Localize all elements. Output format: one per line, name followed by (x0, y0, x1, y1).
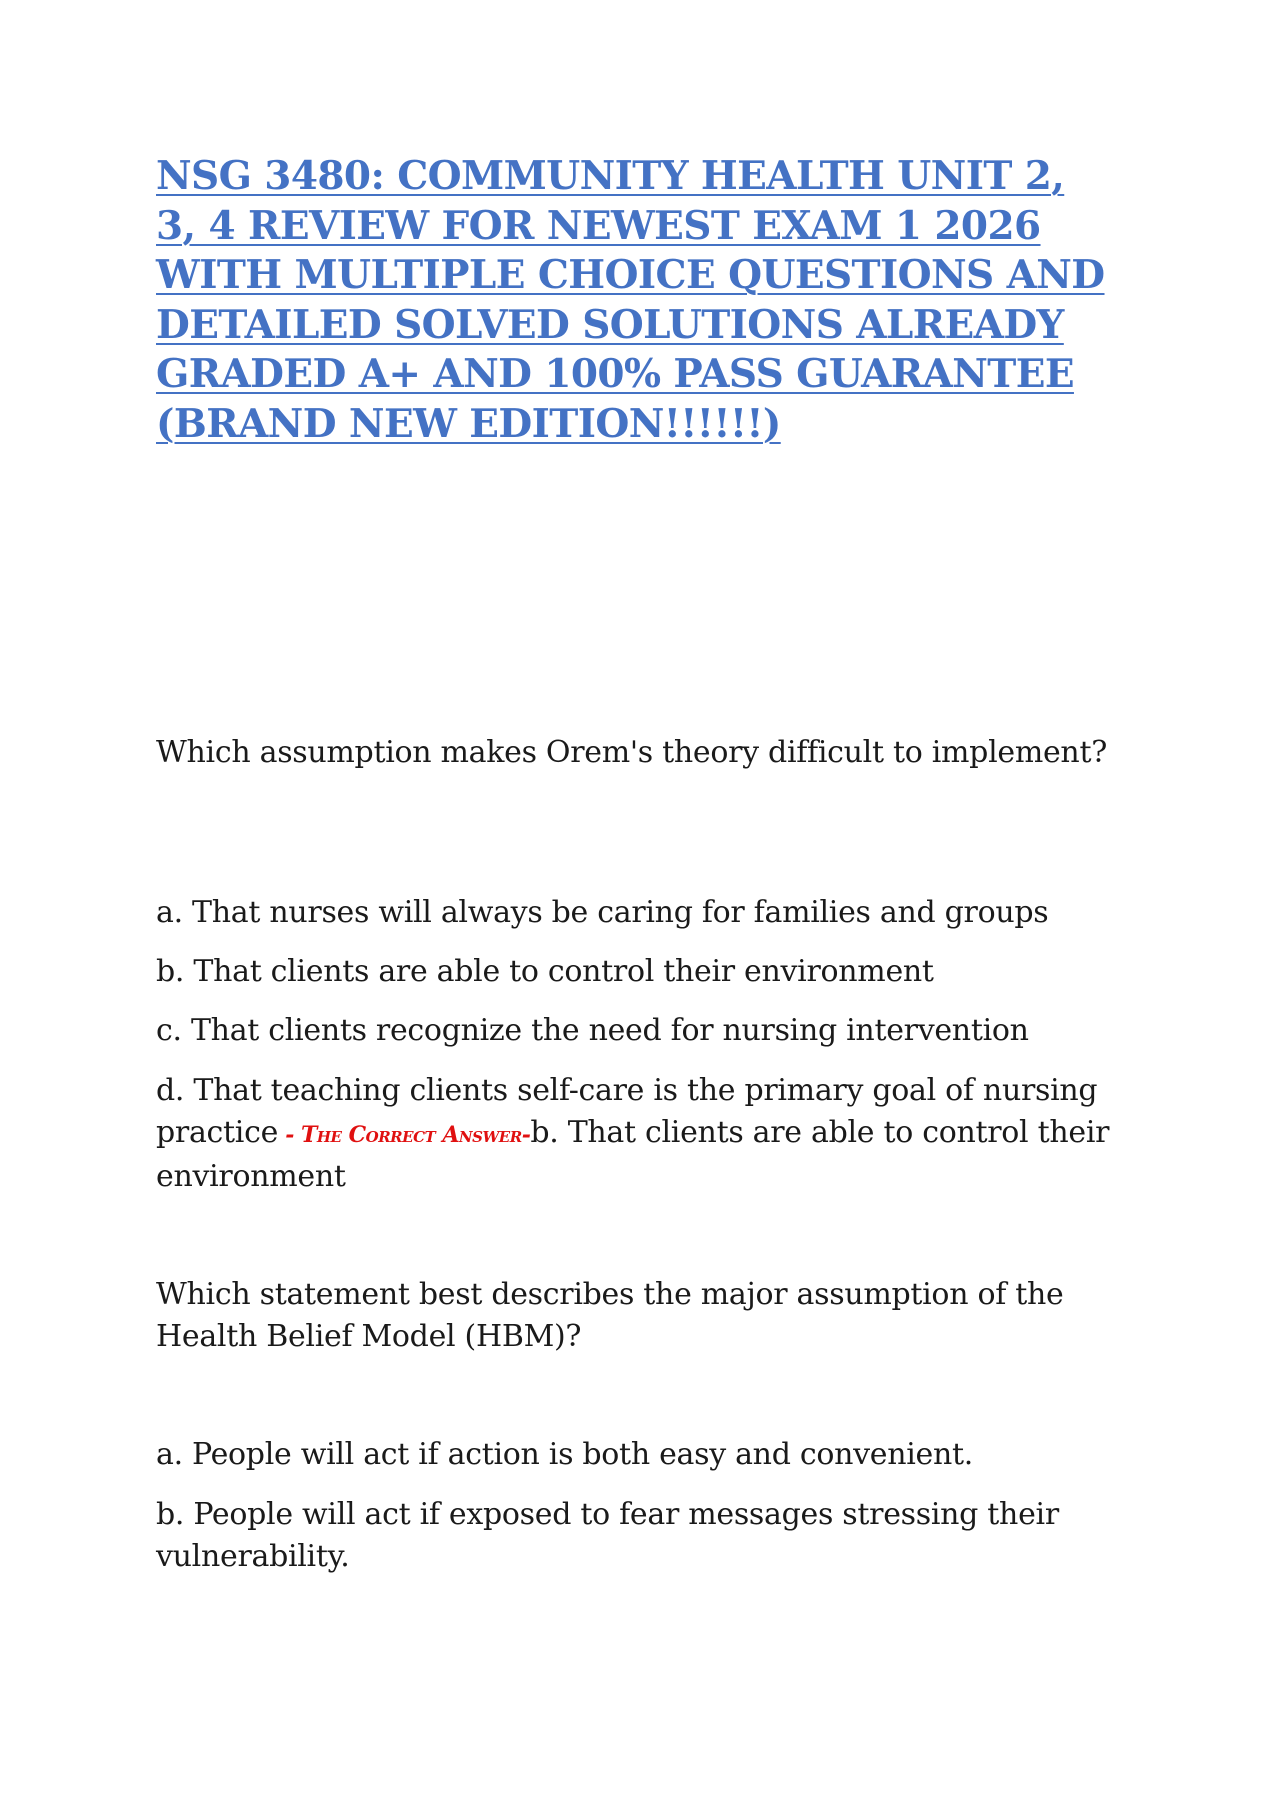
question-2-option-b: b. People will act if exposed to fear messages stressing their vulnerability. (156, 1497, 1059, 1574)
question-1-answer: b. That clients are able to control their environment (156, 1115, 1110, 1194)
question-2-option-a: a. People will act if action is both easy and convenient. (156, 1437, 974, 1472)
question-1-option-d: d. That teaching clients self-care is the primary goal of nursing practice (156, 1073, 1098, 1150)
question-1-option-b: b. That clients are able to control their environment (156, 954, 934, 989)
question-2-text: Which statement best describes the major assumption of the Health Belief Model (HBM)? (156, 1277, 1064, 1354)
correct-answer-label: The Correct Answer- (301, 1122, 531, 1148)
question-1-text: Which assumption makes Orem's theory difficult to implement? (156, 735, 1107, 770)
question-1-option-c: c. That clients recognize the need for nursing intervention (156, 1013, 1029, 1048)
answer-separator: - (278, 1122, 301, 1148)
document-title[interactable]: NSG 3480: COMMUNITY HEALTH UNIT 2, 3, 4 REVIEW FOR NEWEST EXAM 1 2026 WITH MULTIPLE CHOICE QUESTIONS AND DETAILED SOLVED SOLUTIONS ALREADY GRADED A+ AND 100% PASS GUARANTEE (BRAND NEW EDITION!!!!!!) (156, 153, 1105, 447)
question-1-option-a: a. That nurses will always be caring for families and groups (156, 895, 1049, 930)
question-1-option-d-with-answer (156, 1070, 1126, 1198)
